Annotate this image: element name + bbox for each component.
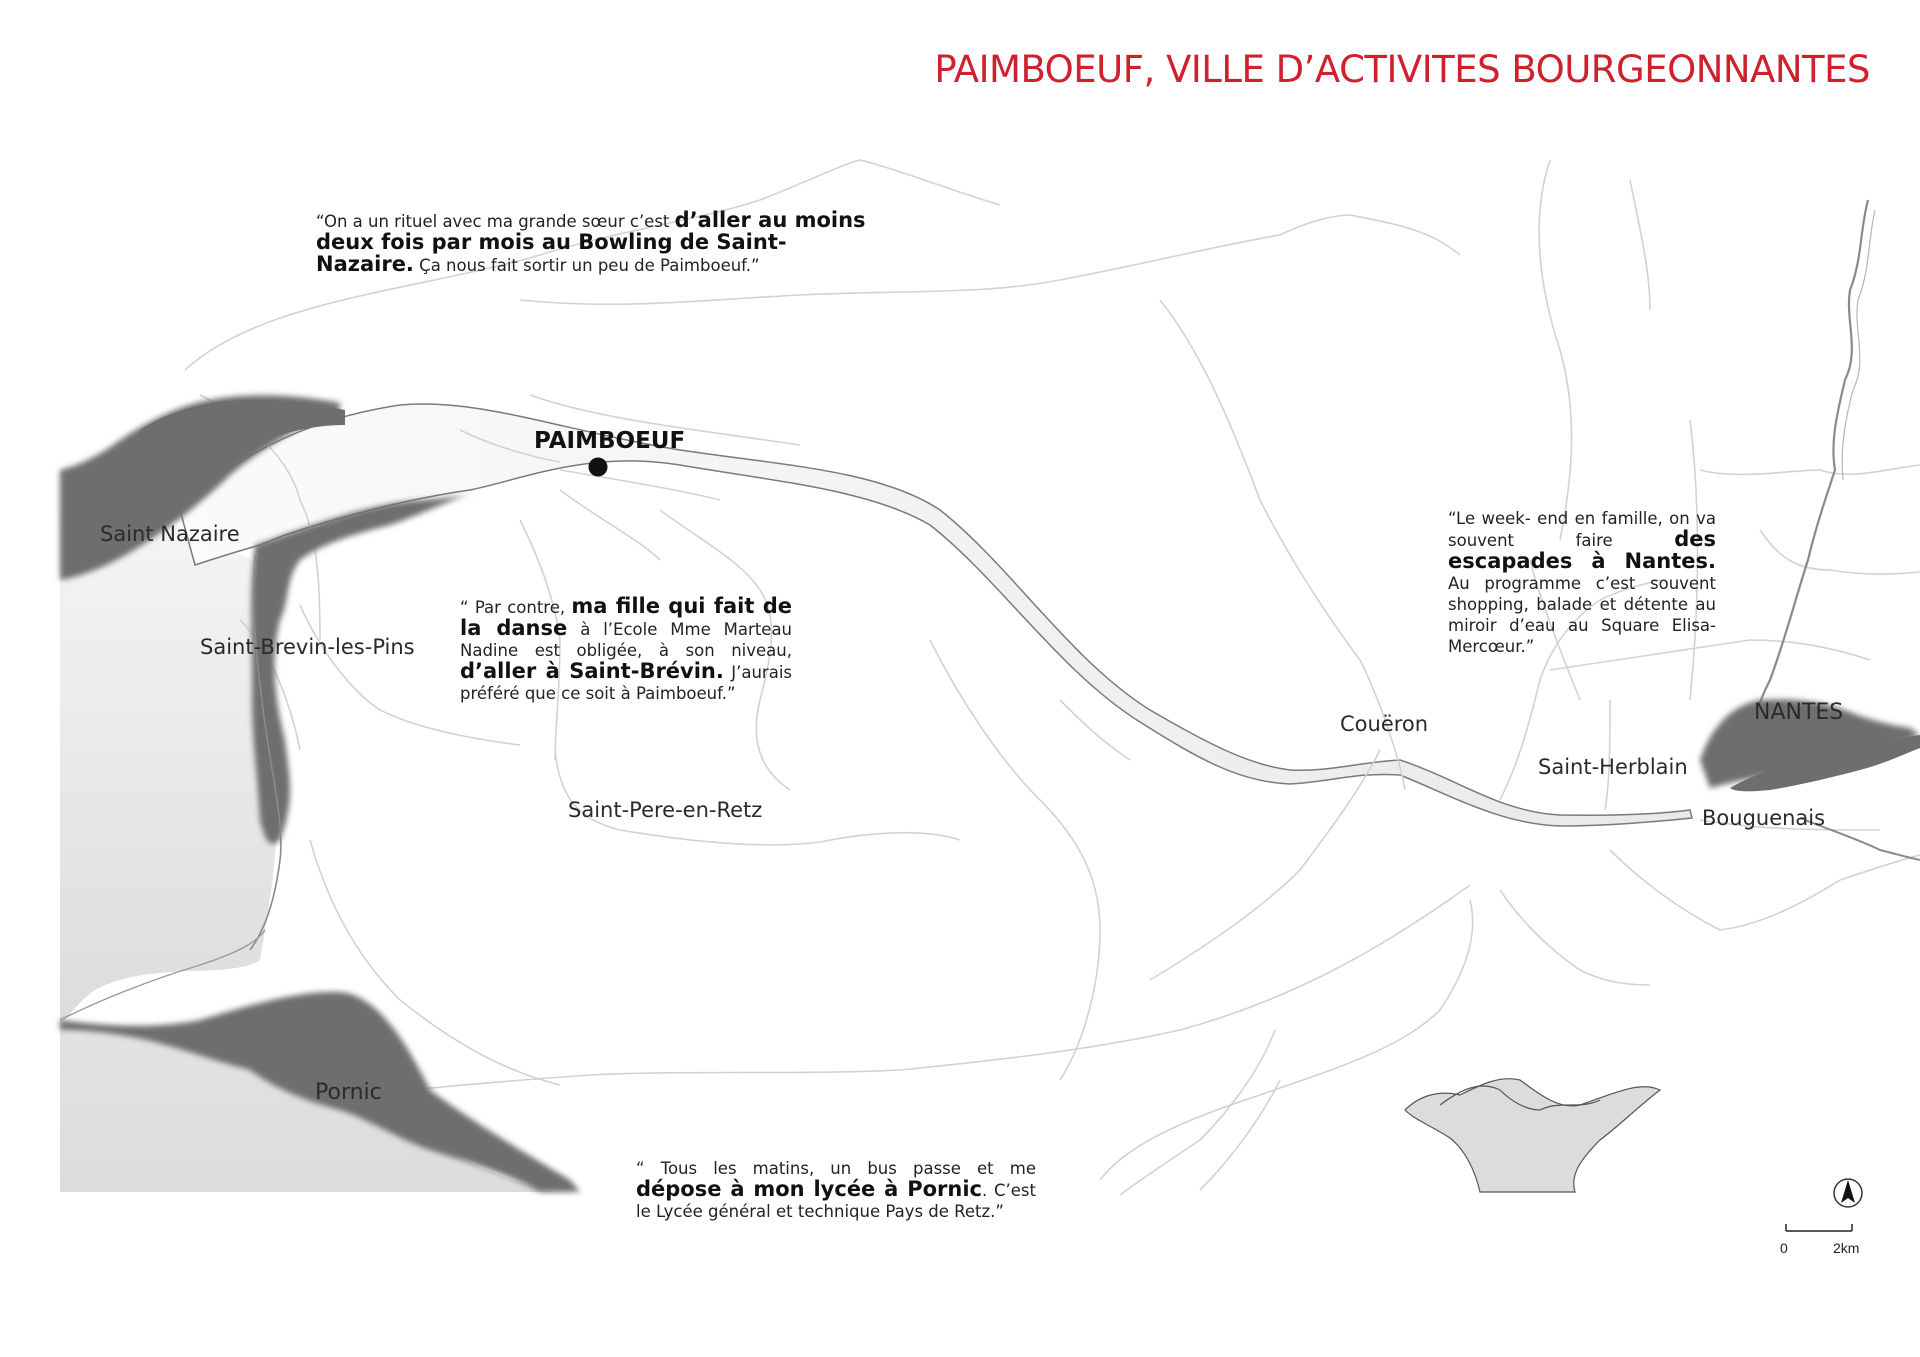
scale-zero-label: 0 <box>1780 1240 1788 1256</box>
north-arrow-icon <box>1834 1179 1862 1207</box>
quote-danse-highlight-2: d’aller à Saint-Brévin. <box>460 659 724 683</box>
quote-pornic-highlight: dépose à mon lycée à Pornic <box>636 1177 982 1201</box>
label-bouguenais: Bouguenais <box>1702 806 1826 830</box>
label-nantes: NANTES <box>1754 700 1844 725</box>
quote-pornic-post: . C’est le Lycée général et technique Pays de Retz.” <box>636 1181 1036 1221</box>
quote-danse-post: J’aurais préféré que ce soit à Paimboeuf.” <box>460 663 792 703</box>
quote-pornic-pre: “ Tous les matins, un bus passe et me <box>636 1159 1036 1178</box>
locator-inset <box>1405 1079 1660 1192</box>
scale-bar <box>1786 1224 1852 1231</box>
quote-danse-mid: à l’Ecole Mme Marteau Nadine est obligée, à son niveau, <box>460 620 793 660</box>
label-coueron: Couëron <box>1340 712 1429 736</box>
quote-danse <box>460 596 792 704</box>
label-paimboeuf: PAIMBOEUF <box>534 428 686 454</box>
label-saint-pere: Saint-Pere-en-Retz <box>568 798 763 822</box>
quote-nantes-highlight: des escapades à Nantes. <box>1448 527 1716 573</box>
quote-nantes-pre: “Le week- end en famille, on va souvent faire <box>1448 509 1716 550</box>
page-title: PAIMBOEUF, VILLE D’ACTIVITES BOURGEONNANTES <box>934 48 1870 91</box>
erdre-river-bank <box>1842 210 1875 480</box>
urban-saint-brevin <box>251 490 480 844</box>
label-saint-nazaire: Saint Nazaire <box>100 522 240 546</box>
label-pornic: Pornic <box>315 1080 382 1105</box>
road-network <box>185 160 1920 1195</box>
label-saint-herblain: Saint-Herblain <box>1538 755 1688 779</box>
quote-danse-pre: “ Par contre, <box>460 598 572 617</box>
quote-bowling-pre: “On a un rituel avec ma grande sœur c’est <box>316 212 675 231</box>
quote-bowling-post: Ça nous fait sortir un peu de Paimboeuf.” <box>413 256 760 275</box>
label-saint-brevin: Saint-Brevin-les-Pins <box>200 635 415 659</box>
quote-bowling-highlight: d’aller au moins deux fois par mois au Bowling de Saint-Nazaire. <box>316 208 866 276</box>
paimboeuf-dot <box>589 458 608 477</box>
scale-distance-label: 2km <box>1833 1240 1860 1256</box>
quote-nantes <box>1448 508 1716 657</box>
quote-nantes-post: Au programme c’est souvent shopping, balade et détente au miroir d’eau au Square Elisa- Mercœur.” <box>1448 574 1716 656</box>
quote-bowling <box>316 210 876 276</box>
quote-danse-highlight-1: ma fille qui fait de la danse <box>460 594 792 640</box>
quote-pornic <box>636 1158 1036 1222</box>
